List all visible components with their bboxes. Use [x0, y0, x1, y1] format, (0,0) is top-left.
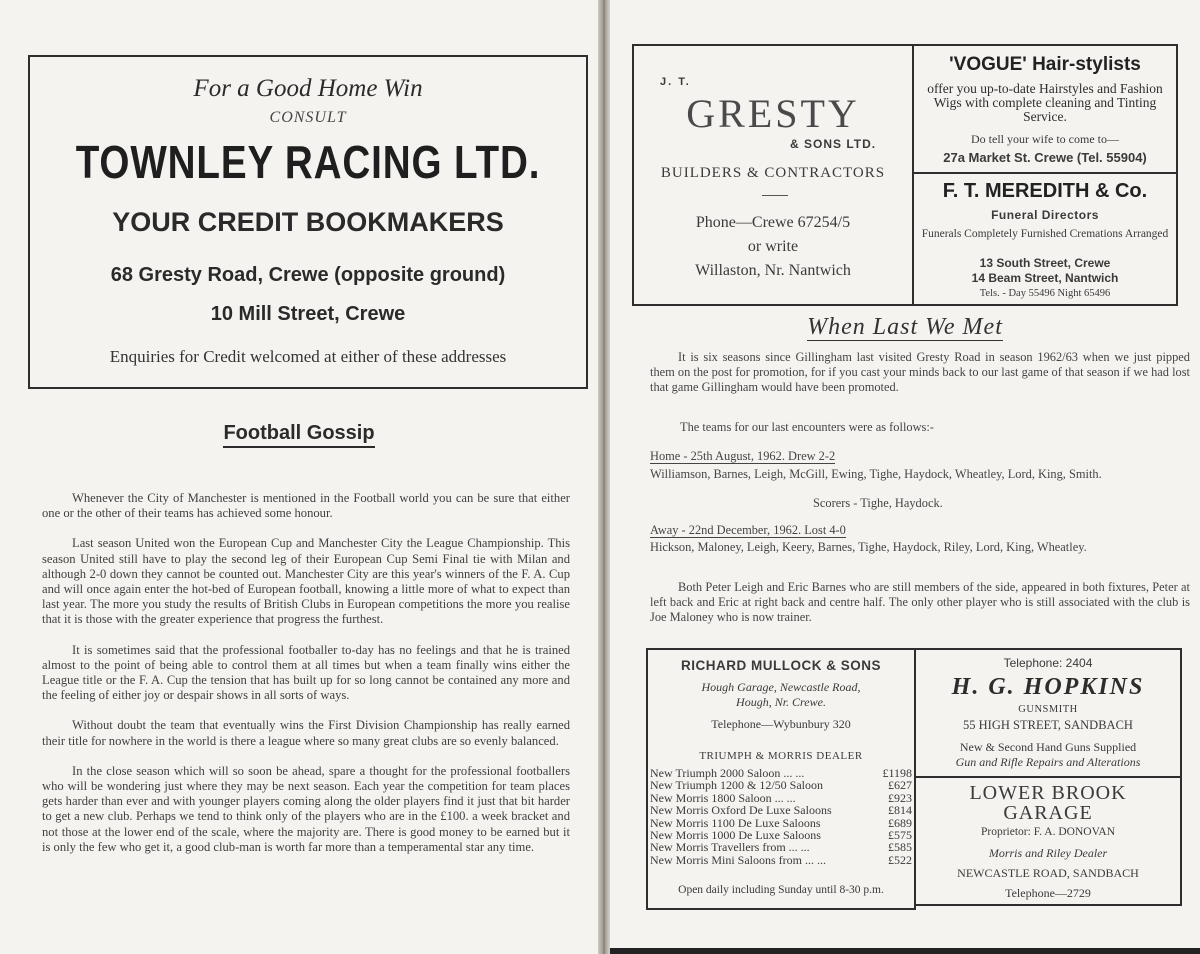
home-heading-text: Home - 25th August, 1962. Drew 2-2	[650, 449, 836, 463]
ad-enquiries: Enquiries for Credit welcomed at either of these addresses	[109, 347, 507, 366]
list-item	[650, 779, 912, 791]
ad-address-1: 13 South Street, Crewe	[979, 256, 1111, 270]
ad-title: H. G. HOPKINS	[951, 674, 1145, 700]
ad-address-1: Hough Garage, Newcastle Road,	[701, 680, 861, 694]
away-heading	[650, 523, 846, 538]
car-price: £522	[888, 852, 912, 867]
ad-description: Funerals Completely Furnished Cremations Arranged	[921, 228, 1169, 240]
ad-title-1: LOWER BROOK	[969, 782, 1127, 804]
ad-telephone: Telephone—2729	[1005, 886, 1091, 900]
ad-address-2: Hough, Nr. Crewe.	[736, 695, 826, 709]
car-model: New Morris 1800 Saloon ... ...	[650, 790, 796, 805]
car-price: £575	[888, 828, 912, 843]
list-item	[650, 804, 912, 816]
page-edge	[610, 948, 1200, 954]
ad-title: RICHARD MULLOCK & SONS	[681, 658, 881, 673]
car-price: £585	[888, 840, 912, 855]
list-item	[650, 854, 912, 866]
article-title	[0, 422, 598, 445]
ad-location: Willaston, Nr. Nantwich	[695, 262, 851, 279]
ad-description: offer you up-to-date Hairstyles and Fashion Wigs with complete cleaning and Tinting Service.	[927, 81, 1163, 124]
ad-address-2: 14 Beam Street, Nantwich	[971, 271, 1119, 285]
meredith-ad	[912, 172, 1178, 306]
car-model: New Triumph 2000 Saloon ... ...	[650, 766, 805, 780]
article-title	[610, 314, 1200, 341]
left-page	[0, 0, 598, 954]
ad-divider	[762, 195, 788, 196]
ad-subtitle: YOUR CREDIT BOOKMAKERS	[112, 207, 504, 237]
car-model: New Morris Mini Saloons from ... ...	[650, 852, 826, 867]
ad-consult: CONSULT	[269, 109, 347, 126]
ad-telephone: Telephone: 2404	[1003, 656, 1093, 670]
lower-brook-garage-ad	[914, 776, 1182, 906]
away-lineup: Hickson, Maloney, Leigh, Keery, Barnes, Tighe, Haydock, Riley, Lord, King, Wheatley.	[650, 540, 1087, 554]
car-model: New Morris 1100 De Luxe Saloons	[650, 815, 821, 830]
home-lineup: Williamson, Barnes, Leigh, McGill, Ewing, Tighe, Haydock, Wheatley, Lord, King, Smith.	[650, 467, 1102, 481]
car-price-list	[650, 767, 912, 866]
ad-proprietor: Proprietor: F. A. DONOVAN	[981, 826, 1115, 838]
ad-dealer: TRIUMPH & MORRIS DEALER	[699, 750, 863, 762]
hopkins-ad	[914, 648, 1182, 778]
article-title-text: Football Gossip	[223, 422, 374, 448]
townley-racing-ad	[28, 55, 588, 389]
gresty-ad	[632, 44, 914, 306]
car-price: £1198	[882, 766, 912, 780]
ad-subtitle: Funeral Directors	[991, 208, 1099, 222]
article-paragraph: Last season United won the European Cup and Manchester City the League Championship. This season United still have to play the second leg of their European Cup Semi Final tie with Milan and although 2-0 down they cannot be counted out. Manchester City are this year's winners of the F. A. Cup and will once again enter the hot-bed of European football, knowing a little more of what to expect than last year. The more you study the results of British Clubs in European competitions the more you realise that it is those with the greater experience that progress the furthest.	[42, 536, 570, 627]
ad-opening-hours: Open daily including Sunday until 8-30 p.m.	[678, 884, 884, 896]
ad-company-name: TOWNLEY RACING LTD.	[75, 136, 541, 188]
ad-services-2: Gun and Rifle Repairs and Alterations	[955, 755, 1141, 769]
ad-title-2: GARAGE	[1003, 802, 1093, 824]
ad-trade: GUNSMITH	[1018, 704, 1078, 715]
article-paragraph: Without doubt the team that eventually wins the First Division Championship has really earned their title for nowhere in the world is there a league where so many great clubs are so evenly balanced.	[42, 718, 570, 748]
article-closing: Both Peter Leigh and Eric Barnes who are still members of the side, appeared in both fixtures, Peter at left back and Eric at right back and centre half. The only other player who is still associated with the club is Joe Maloney who is now trainer.	[650, 580, 1190, 625]
car-model: New Morris 1000 De Luxe Saloons	[650, 828, 821, 843]
ad-or-write: or write	[747, 238, 799, 255]
article-paragraph: It is sometimes said that the professional footballer to-day has no feelings and that he is trained almost to the point of being able to control them at all times but when a team finally wins either the League title or the F. A. Cup the tension that has built up for so long cannot be contained any more and the feeling of either joy or despair shows in all sorts of ways.	[42, 642, 570, 703]
list-item	[650, 841, 912, 853]
article-paragraph: In the close season which will so soon be ahead, spare a thought for the professional footballers who will be wondering just where they may be next season. Each year the competition for team places gets harder than ever and with younger players coming along the older players find it just that bit harder to get a new club. Perhaps we tend to think only of the players who are in the £100. a week bracket and not those at the lower end of the scale, where the majority are. There is good money to be earned but it is only the few who get it, a good club-man is worth far more than a temperamental star any time.	[42, 763, 570, 854]
article-body	[42, 491, 570, 870]
ad-address-2: 10 Mill Street, Crewe	[210, 303, 406, 325]
article-intro: It is six seasons since Gillingham last visited Gresty Road in season 1962/63 when we just pipped them on the post for promotion, for if you cast your minds back to our last game of that season if we had lost that game Gillingham would have been promoted.	[650, 350, 1190, 395]
car-model: New Triumph 1200 & 12/50 Saloon	[650, 778, 824, 793]
home-scorers: Scorers - Tighe, Haydock.	[813, 496, 943, 510]
ad-dealer: Morris and Riley Dealer	[988, 846, 1108, 860]
ad-address: 27a Market St. Crewe (Tel. 55904)	[943, 150, 1147, 165]
away-heading-text: Away - 22nd December, 1962. Lost 4-0	[650, 523, 846, 537]
car-price: £627	[888, 778, 912, 793]
vogue-ad	[912, 44, 1178, 174]
ad-telephone: Telephone—Wybunbury 320	[711, 717, 851, 731]
ad-sons: & SONS LTD.	[790, 137, 877, 151]
article-paragraph: Whenever the City of Manchester is mentioned in the Football world you can be sure that either one or the other of their teams has achieved some honour.	[42, 491, 570, 521]
ad-address: NEWCASTLE ROAD, SANDBACH	[957, 866, 1139, 880]
ad-title: 'VOGUE' Hair-stylists	[949, 54, 1141, 75]
ad-address: 55 HIGH STREET, SANDBACH	[963, 718, 1133, 732]
mullock-ad	[646, 648, 916, 910]
ad-tagline: For a Good Home Win	[193, 75, 423, 102]
ad-company-name: GRESTY	[686, 91, 860, 136]
car-model: New Morris Oxford De Luxe Saloons	[650, 803, 832, 818]
car-price: £689	[888, 815, 912, 830]
right-page	[610, 0, 1200, 954]
car-price: £923	[888, 790, 912, 805]
home-heading	[650, 449, 835, 464]
car-price: £814	[888, 803, 912, 818]
ad-note: Do tell your wife to come to—	[971, 132, 1119, 146]
ad-address-1: 68 Gresty Road, Crewe (opposite ground)	[110, 264, 506, 286]
book-gutter	[598, 0, 610, 954]
ad-trade: BUILDERS & CONTRACTORS	[660, 165, 886, 181]
article-title-text: When Last We Met	[807, 314, 1003, 340]
ad-telephone: Tels. - Day 55496 Night 65496	[979, 288, 1111, 299]
ad-initials: J. T.	[660, 76, 691, 88]
ad-title: F. T. MEREDITH & Co.	[942, 180, 1148, 202]
ad-services-1: New & Second Hand Guns Supplied	[959, 740, 1137, 754]
teams-intro: The teams for our last encounters were as follows:-	[680, 420, 934, 434]
ad-phone: Phone—Crewe 67254/5	[695, 214, 851, 231]
car-model: New Morris Travellers from ... ...	[650, 840, 810, 855]
